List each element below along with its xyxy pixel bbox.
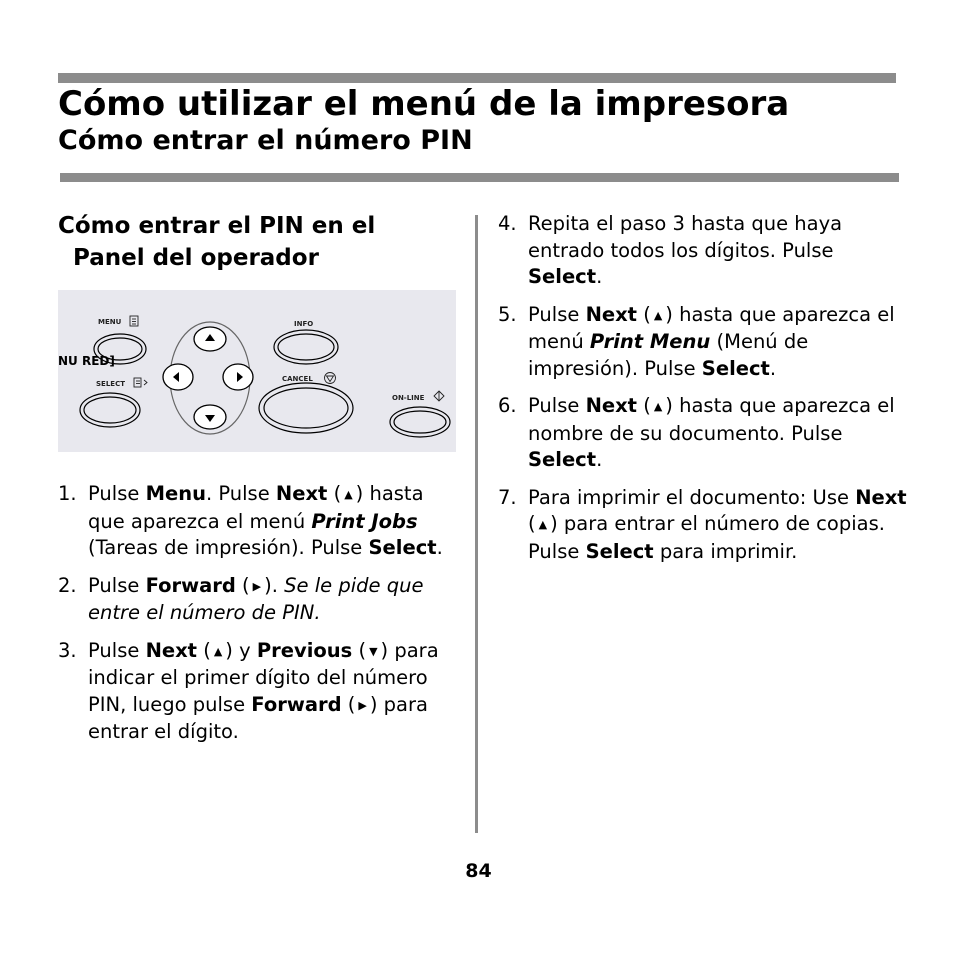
next-keyword: Next: [275, 482, 328, 505]
step-7: 7. Para imprimir el documento: Use Next ( ▲ ) para entrar el número de copias. Pulse Select para imprimir.: [498, 485, 907, 563]
right-arrow-icon: ▶: [252, 579, 262, 593]
step-3: 3. Pulse Next ( ▲ ) y Previous ( ▼ ) para indicar el primer dígito del número PIN, luego pulse Forward ( ▶ ) para entrar el dígito.: [58, 638, 439, 743]
previous-keyword: Previous: [256, 638, 353, 662]
step-4: 4. Repita el paso 3 hasta que haya entrado todos los dígitos. Pulse Select.: [498, 212, 843, 288]
select-keyword: Select: [528, 265, 597, 288]
select-keyword: Select: [368, 536, 437, 559]
steps-list-right: [498, 211, 908, 576]
forward-keyword: Forward: [145, 573, 236, 597]
select-button[interactable]: [80, 393, 140, 427]
forward-button[interactable]: [223, 364, 253, 390]
step-1: 1. Pulse Menu. Pulse Next ( ▲ ) hasta que aparezca el menú Print Jobs (Tareas de impresión). Pulse Select.: [58, 482, 443, 559]
select-keyword: Select: [528, 448, 597, 471]
step-number: 1.: [58, 482, 77, 505]
next-keyword: Next: [855, 485, 907, 509]
print-jobs-keyword: Print Jobs: [311, 509, 418, 533]
step-number: 3.: [58, 638, 77, 662]
step-2: 2. Pulse Forward ( ▶ ). Se le pide que entre el número de PIN.: [58, 573, 424, 624]
up-arrow-icon: ▲: [653, 308, 663, 322]
next-keyword: Next: [585, 394, 638, 417]
down-arrow-icon: ▼: [369, 644, 378, 658]
print-menu-keyword: Print Menu: [589, 330, 711, 353]
select-keyword: Select: [585, 539, 654, 563]
info-button[interactable]: [274, 330, 338, 364]
steps-list-left: [58, 481, 458, 757]
cancel-button[interactable]: [259, 383, 353, 433]
step-number: 7.: [498, 485, 517, 509]
right-arrow-icon: ▶: [358, 698, 367, 712]
select-label: SELECT: [96, 380, 125, 388]
operator-panel-illustration: [58, 290, 456, 452]
page-title: Cómo utilizar el menú de la impresora: [58, 84, 790, 124]
pin-prompt-text: Se le pide que entre el número de PIN.: [88, 573, 424, 624]
cancel-label: CANCEL: [282, 375, 313, 383]
section-heading: [58, 210, 458, 274]
select-keyword: Select: [701, 356, 770, 380]
online-label: ON-LINE: [392, 394, 425, 402]
page-subtitle: Cómo entrar el número PIN: [58, 125, 473, 156]
select-list-icon: [134, 378, 141, 387]
up-arrow-icon: ▲: [653, 400, 663, 413]
top-rule: [58, 73, 896, 83]
forward-keyword: Forward: [251, 692, 342, 716]
menu-red-label: NU RED]: [58, 354, 115, 368]
menu-list-icon: [130, 316, 138, 326]
menu-label: MENU: [98, 318, 122, 326]
previous-button[interactable]: [163, 364, 193, 390]
next-keyword: Next: [145, 638, 198, 662]
step-5: 5. Pulse Next ( ▲ ) hasta que aparezca el menú Print Menu (Menú de impresión). Pulse Select.: [498, 302, 895, 380]
up-arrow-icon: ▲: [344, 488, 353, 501]
step-number: 5.: [498, 302, 517, 326]
header-bottom-rule: [60, 173, 899, 182]
down-button[interactable]: [194, 405, 226, 429]
step-number: 4.: [498, 212, 517, 235]
info-label: INFO: [294, 320, 314, 328]
section-heading-line1: Cómo entrar el PIN en el: [58, 213, 376, 239]
page-number: 84: [465, 860, 492, 882]
up-arrow-icon: ▲: [213, 644, 223, 658]
step-number: 6.: [498, 394, 517, 417]
up-arrow-icon: ▲: [538, 518, 548, 531]
step-6: 6. Pulse Next ( ▲ ) hasta que aparezca el nombre de su documento. Pulse Select.: [498, 394, 895, 471]
column-divider: [475, 215, 478, 833]
section-heading-line2: Panel del operador: [73, 245, 319, 271]
up-button[interactable]: [194, 327, 226, 351]
step-number: 2.: [58, 573, 77, 597]
next-keyword: Next: [585, 302, 638, 326]
menu-keyword: Menu: [145, 482, 206, 505]
